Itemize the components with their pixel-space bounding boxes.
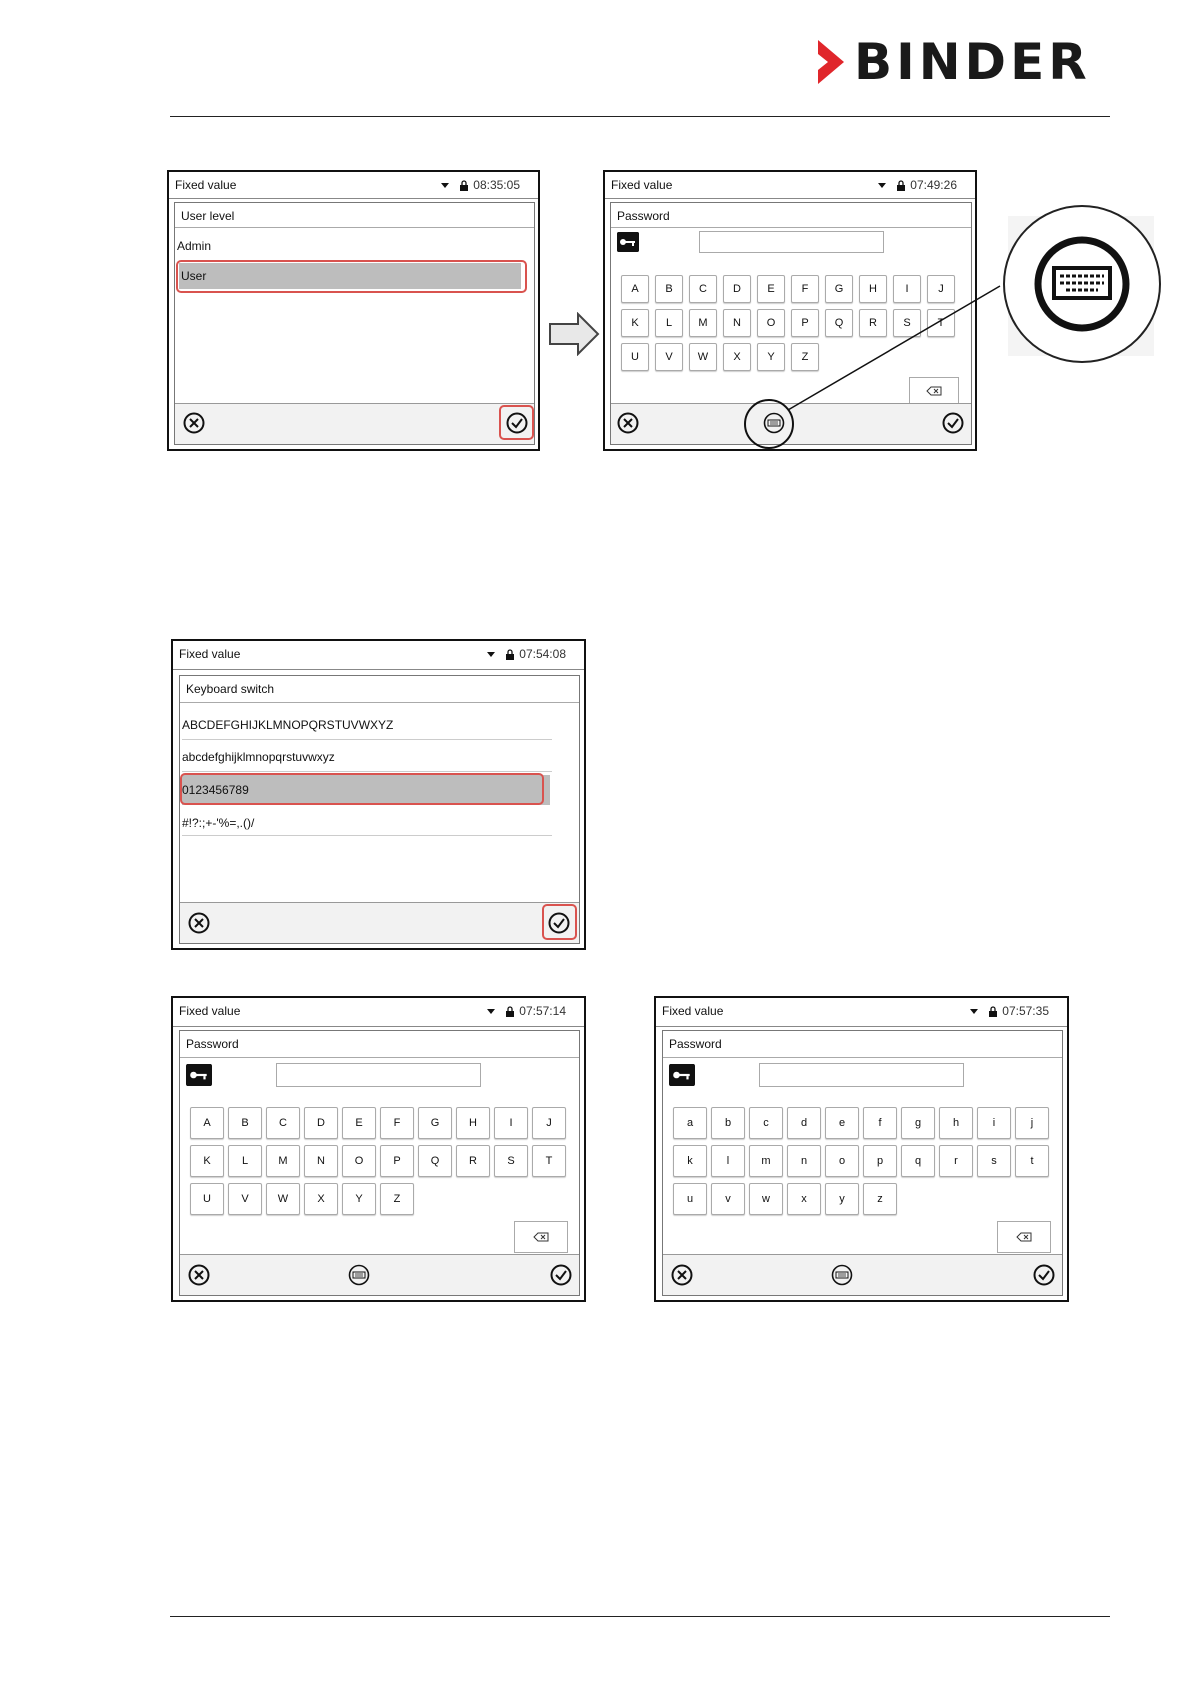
- panel-title: Password: [617, 209, 670, 223]
- key-a[interactable]: a: [673, 1107, 707, 1139]
- key-b[interactable]: b: [711, 1107, 745, 1139]
- panel-title: Password: [669, 1037, 722, 1051]
- status-bar: [605, 172, 975, 199]
- cancel-icon[interactable]: [188, 912, 210, 934]
- key-n[interactable]: n: [787, 1145, 821, 1177]
- key-I[interactable]: I: [893, 275, 921, 303]
- key-U[interactable]: U: [190, 1183, 224, 1215]
- screen-title: Fixed value: [611, 178, 673, 192]
- key-X[interactable]: X: [304, 1183, 338, 1215]
- status-area: [970, 1004, 1049, 1018]
- confirm-icon[interactable]: [550, 1264, 572, 1286]
- list-item-uppercase[interactable]: ABCDEFGHIJKLMNOPQRSTUVWXYZ: [182, 718, 394, 732]
- key-x[interactable]: x: [787, 1183, 821, 1215]
- key-u[interactable]: u: [673, 1183, 707, 1215]
- key-J[interactable]: J: [927, 275, 955, 303]
- list-item-digits[interactable]: 0123456789: [182, 775, 550, 805]
- panel-header: [663, 1031, 1062, 1058]
- panel-title: Keyboard switch: [186, 682, 275, 696]
- key-O[interactable]: O: [342, 1145, 376, 1177]
- password-input[interactable]: [759, 1063, 964, 1087]
- highlight-confirm: [499, 405, 534, 440]
- key-icon: [186, 1064, 212, 1086]
- keyboard-switch-icon[interactable]: [831, 1264, 853, 1286]
- backspace-button[interactable]: [997, 1221, 1051, 1253]
- key-G[interactable]: G: [418, 1107, 452, 1139]
- status-area: [487, 647, 566, 661]
- screen-password-lower: [654, 996, 1069, 1302]
- key-c[interactable]: c: [749, 1107, 783, 1139]
- cancel-icon[interactable]: [671, 1264, 693, 1286]
- key-F[interactable]: F: [380, 1107, 414, 1139]
- key-F[interactable]: F: [791, 275, 819, 303]
- status-bar: [173, 998, 584, 1027]
- status-area: [878, 178, 957, 192]
- key-R[interactable]: R: [456, 1145, 490, 1177]
- key-J[interactable]: J: [532, 1107, 566, 1139]
- key-A[interactable]: A: [190, 1107, 224, 1139]
- key-L[interactable]: L: [655, 309, 683, 337]
- key-T[interactable]: T: [927, 309, 955, 337]
- key-O[interactable]: O: [757, 309, 785, 337]
- status-area: [487, 1004, 566, 1018]
- key-Y[interactable]: Y: [342, 1183, 376, 1215]
- lock-icon: [505, 649, 515, 660]
- key-V[interactable]: V: [228, 1183, 262, 1215]
- lock-icon: [505, 1006, 515, 1017]
- brand-name: BINDER: [854, 33, 1091, 91]
- footer-rule: [170, 1616, 1110, 1617]
- key-h[interactable]: h: [939, 1107, 973, 1139]
- key-s[interactable]: s: [977, 1145, 1011, 1177]
- key-e[interactable]: e: [825, 1107, 859, 1139]
- screen-keyboard-switch: [171, 639, 586, 950]
- key-L[interactable]: L: [228, 1145, 262, 1177]
- screen-title: Fixed value: [175, 178, 237, 192]
- lock-icon: [988, 1006, 998, 1017]
- user-level-panel: [174, 202, 535, 445]
- key-M[interactable]: M: [266, 1145, 300, 1177]
- backspace-icon: [533, 1232, 549, 1242]
- bottom-bar: [180, 1254, 579, 1295]
- key-y[interactable]: y: [825, 1183, 859, 1215]
- key-B[interactable]: B: [228, 1107, 262, 1139]
- binder-logo: [816, 33, 1106, 91]
- divider: [182, 835, 552, 836]
- clock-time: 07:57:14: [519, 1004, 566, 1018]
- cancel-icon[interactable]: [188, 1264, 210, 1286]
- key-Q[interactable]: Q: [825, 309, 853, 337]
- keyboard-switch-panel: [179, 675, 580, 944]
- key-R[interactable]: R: [859, 309, 887, 337]
- key-H[interactable]: H: [456, 1107, 490, 1139]
- key-P[interactable]: P: [380, 1145, 414, 1177]
- key-w[interactable]: w: [749, 1183, 783, 1215]
- key-z[interactable]: z: [863, 1183, 897, 1215]
- arrow-right-icon: [548, 312, 600, 356]
- status-bar: [169, 172, 538, 199]
- panel-header: [180, 676, 579, 703]
- key-j[interactable]: j: [1015, 1107, 1049, 1139]
- password-panel: [662, 1030, 1063, 1296]
- key-C[interactable]: C: [266, 1107, 300, 1139]
- key-E[interactable]: E: [757, 275, 785, 303]
- header-rule: [170, 116, 1110, 117]
- key-N[interactable]: N: [723, 309, 751, 337]
- key-S[interactable]: S: [893, 309, 921, 337]
- screen-password-upper: [171, 996, 586, 1302]
- status-bar: [656, 998, 1067, 1027]
- key-B[interactable]: B: [655, 275, 683, 303]
- lock-icon: [459, 180, 469, 191]
- key-H[interactable]: H: [859, 275, 887, 303]
- key-D[interactable]: D: [723, 275, 751, 303]
- key-U[interactable]: U: [621, 343, 649, 371]
- screen-user-level: [167, 170, 540, 451]
- key-d[interactable]: d: [787, 1107, 821, 1139]
- key-icon: [669, 1064, 695, 1086]
- status-area: [441, 178, 520, 192]
- key-W[interactable]: W: [689, 343, 717, 371]
- screen-title: Fixed value: [179, 1004, 241, 1018]
- clock-time: 07:49:26: [910, 178, 957, 192]
- binder-logo-mark: [816, 40, 846, 84]
- key-A[interactable]: A: [621, 275, 649, 303]
- list-item-user[interactable]: User: [179, 263, 521, 289]
- panel-title: User level: [181, 209, 235, 223]
- highlight-user: [176, 260, 527, 293]
- key-icon: [617, 232, 639, 252]
- key-q[interactable]: q: [901, 1145, 935, 1177]
- divider: [182, 739, 552, 740]
- key-M[interactable]: M: [689, 309, 717, 337]
- key-i[interactable]: i: [977, 1107, 1011, 1139]
- bottom-bar: [663, 1254, 1062, 1295]
- divider: [182, 771, 552, 772]
- confirm-icon[interactable]: [1033, 1264, 1055, 1286]
- cancel-icon[interactable]: [617, 412, 639, 434]
- key-S[interactable]: S: [494, 1145, 528, 1177]
- key-W[interactable]: W: [266, 1183, 300, 1215]
- key-f[interactable]: f: [863, 1107, 897, 1139]
- key-g[interactable]: g: [901, 1107, 935, 1139]
- keyboard-switch-icon[interactable]: [348, 1264, 370, 1286]
- key-N[interactable]: N: [304, 1145, 338, 1177]
- keyboard-callout: [700, 200, 1170, 460]
- key-l[interactable]: l: [711, 1145, 745, 1177]
- cancel-icon[interactable]: [183, 412, 205, 434]
- screen-title: Fixed value: [662, 1004, 724, 1018]
- key-t[interactable]: t: [1015, 1145, 1049, 1177]
- key-P[interactable]: P: [791, 309, 819, 337]
- list-item-lowercase[interactable]: abcdefghijklmnopqrstuvwxyz: [182, 750, 335, 764]
- key-Z[interactable]: Z: [380, 1183, 414, 1215]
- dropdown-icon[interactable]: [878, 183, 886, 188]
- status-bar: [173, 641, 584, 670]
- key-k[interactable]: k: [673, 1145, 707, 1177]
- key-D[interactable]: D: [304, 1107, 338, 1139]
- key-p[interactable]: p: [863, 1145, 897, 1177]
- screen-title: Fixed value: [179, 647, 241, 661]
- dropdown-icon[interactable]: [487, 1009, 495, 1014]
- key-Y[interactable]: Y: [757, 343, 785, 371]
- bottom-bar: [180, 902, 579, 943]
- key-E[interactable]: E: [342, 1107, 376, 1139]
- clock-time: 07:54:08: [519, 647, 566, 661]
- bottom-bar: [175, 403, 534, 444]
- lock-icon: [896, 180, 906, 191]
- clock-time: 08:35:05: [473, 178, 520, 192]
- list-item-admin[interactable]: Admin: [177, 239, 212, 253]
- key-r[interactable]: r: [939, 1145, 973, 1177]
- key-C[interactable]: C: [689, 275, 717, 303]
- key-K[interactable]: K: [621, 309, 649, 337]
- key-T[interactable]: T: [532, 1145, 566, 1177]
- key-Z[interactable]: Z: [791, 343, 819, 371]
- key-I[interactable]: I: [494, 1107, 528, 1139]
- list-item-symbols[interactable]: #!?:;+-'%=,.()/: [182, 816, 255, 830]
- password-input[interactable]: [276, 1063, 481, 1087]
- panel-title: Password: [186, 1037, 239, 1051]
- highlight-digits: [180, 773, 544, 805]
- key-o[interactable]: o: [825, 1145, 859, 1177]
- key-G[interactable]: G: [825, 275, 853, 303]
- key-K[interactable]: K: [190, 1145, 224, 1177]
- highlight-confirm: [542, 904, 577, 940]
- key-m[interactable]: m: [749, 1145, 783, 1177]
- dropdown-icon[interactable]: [441, 183, 449, 188]
- key-V[interactable]: V: [655, 343, 683, 371]
- clock-time: 07:57:35: [1002, 1004, 1049, 1018]
- dropdown-icon[interactable]: [970, 1009, 978, 1014]
- panel-header: [175, 203, 534, 228]
- backspace-button[interactable]: [514, 1221, 568, 1253]
- panel-header: [180, 1031, 579, 1058]
- key-X[interactable]: X: [723, 343, 751, 371]
- backspace-icon: [1016, 1232, 1032, 1242]
- key-v[interactable]: v: [711, 1183, 745, 1215]
- key-Q[interactable]: Q: [418, 1145, 452, 1177]
- dropdown-icon[interactable]: [487, 652, 495, 657]
- password-panel: [179, 1030, 580, 1296]
